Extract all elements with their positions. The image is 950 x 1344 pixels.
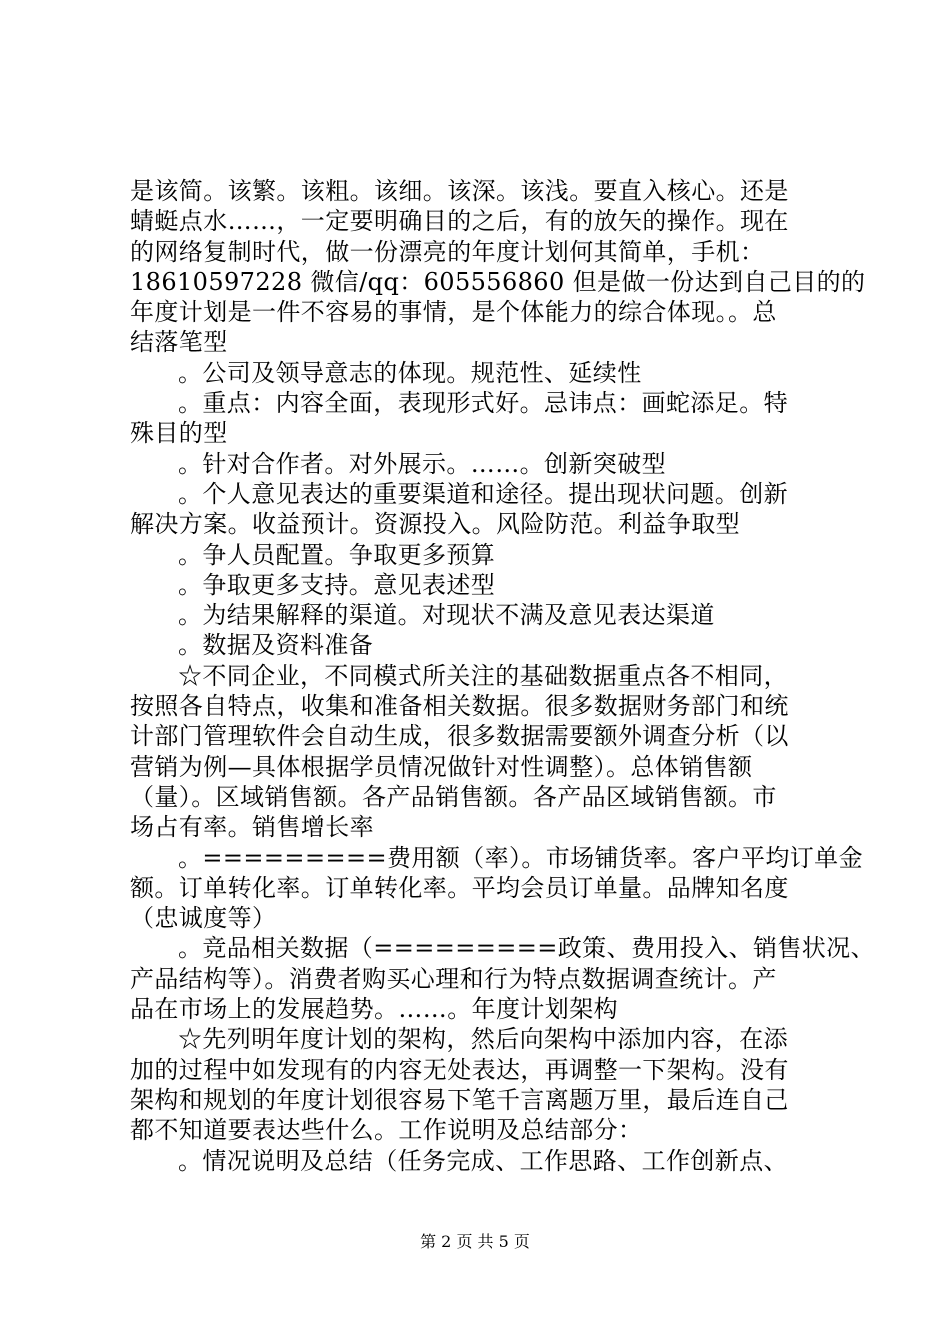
- text-line: 蜻蜓点水……，一定要明确目的之后，有的放矢的操作。现在: [130, 207, 789, 236]
- text-line: 。为结果解释的渠道。对现状不满及意见表达渠道: [178, 601, 715, 630]
- text-line: （量）。区域销售额。各产品销售额。各产品区域销售额。市: [130, 782, 777, 811]
- text-line: 品在市场上的发展趋势。……。年度计划架构: [130, 995, 618, 1024]
- text-line: 结落笔型: [130, 328, 228, 357]
- text-line: 加的过程中如发现有的内容无处表达，再调整一下架构。没有: [130, 1055, 789, 1084]
- text-line: 解决方案。收益预计。资源投入。风险防范。利益争取型: [130, 510, 740, 539]
- text-line: 是该简。该繁。该粗。该细。该深。该浅。要直入核心。还是: [130, 177, 789, 205]
- text-line: ☆不同企业，不同模式所关注的基础数据重点各不相同，: [178, 661, 788, 690]
- text-line: 。个人意见表达的重要渠道和途径。提出现状问题。创新: [178, 479, 788, 508]
- page-footer: 第 2 页 共 5 页: [420, 1232, 530, 1251]
- text-line: 年度计划是一件不容易的事情，是个体能力的综合体现。。总: [130, 298, 777, 327]
- text-line: 营销为例—具体根据学员情况做针对性调整）。总体销售额: [130, 752, 753, 781]
- text-line: 18610597228 微信/qq：605556860 但是做一份达到自己目的的: [130, 267, 866, 296]
- text-line: 按照各自特点，收集和准备相关数据。很多数据财务部门和统: [130, 692, 789, 721]
- text-line: 产品结构等）。消费者购买心理和行为特点数据调查统计。产: [130, 964, 777, 993]
- text-line: 场占有率。销售增长率: [130, 813, 374, 842]
- text-line: 计部门管理软件会自动生成，很多数据需要额外调查分析（以: [130, 722, 789, 751]
- text-line: 。争人员配置。争取更多预算: [178, 540, 496, 569]
- document-body: [130, 176, 875, 1176]
- text-line: 。情况说明及总结（任务完成、工作思路、工作创新点、: [178, 1146, 788, 1175]
- text-line: 额。订单转化率。订单转化率。平均会员订单量。品牌知名度: [130, 873, 789, 902]
- text-line: 。数据及资料准备: [178, 631, 374, 660]
- text-line: 。公司及领导意志的体现。规范性、延续性: [178, 358, 642, 387]
- text-line: ☆先列明年度计划的架构，然后向架构中添加内容，在添: [178, 1025, 788, 1054]
- text-line: 。针对合作者。对外展示。……。创新突破型: [178, 449, 666, 478]
- text-line: 。=========费用额（率）。市场铺货率。客户平均订单金: [178, 843, 863, 872]
- text-line: 殊目的型: [130, 419, 228, 448]
- text-line: 架构和规划的年度计划很容易下笔千言离题万里，最后连自己: [130, 1085, 789, 1114]
- text-line: （忠诚度等）: [130, 904, 277, 933]
- text-line: 都不知道要表达些什么。工作说明及总结部分：: [130, 1116, 643, 1145]
- text-line: 。争取更多支持。意见表述型: [178, 570, 496, 599]
- text-line: 。竞品相关数据（=========政策、费用投入、销售状况、: [178, 934, 875, 963]
- text-line: 的网络复制时代，做一份漂亮的年度计划何其简单，手机：: [130, 237, 765, 266]
- text-line: 。重点：内容全面，表现形式好。忌讳点：画蛇添足。特: [178, 389, 788, 418]
